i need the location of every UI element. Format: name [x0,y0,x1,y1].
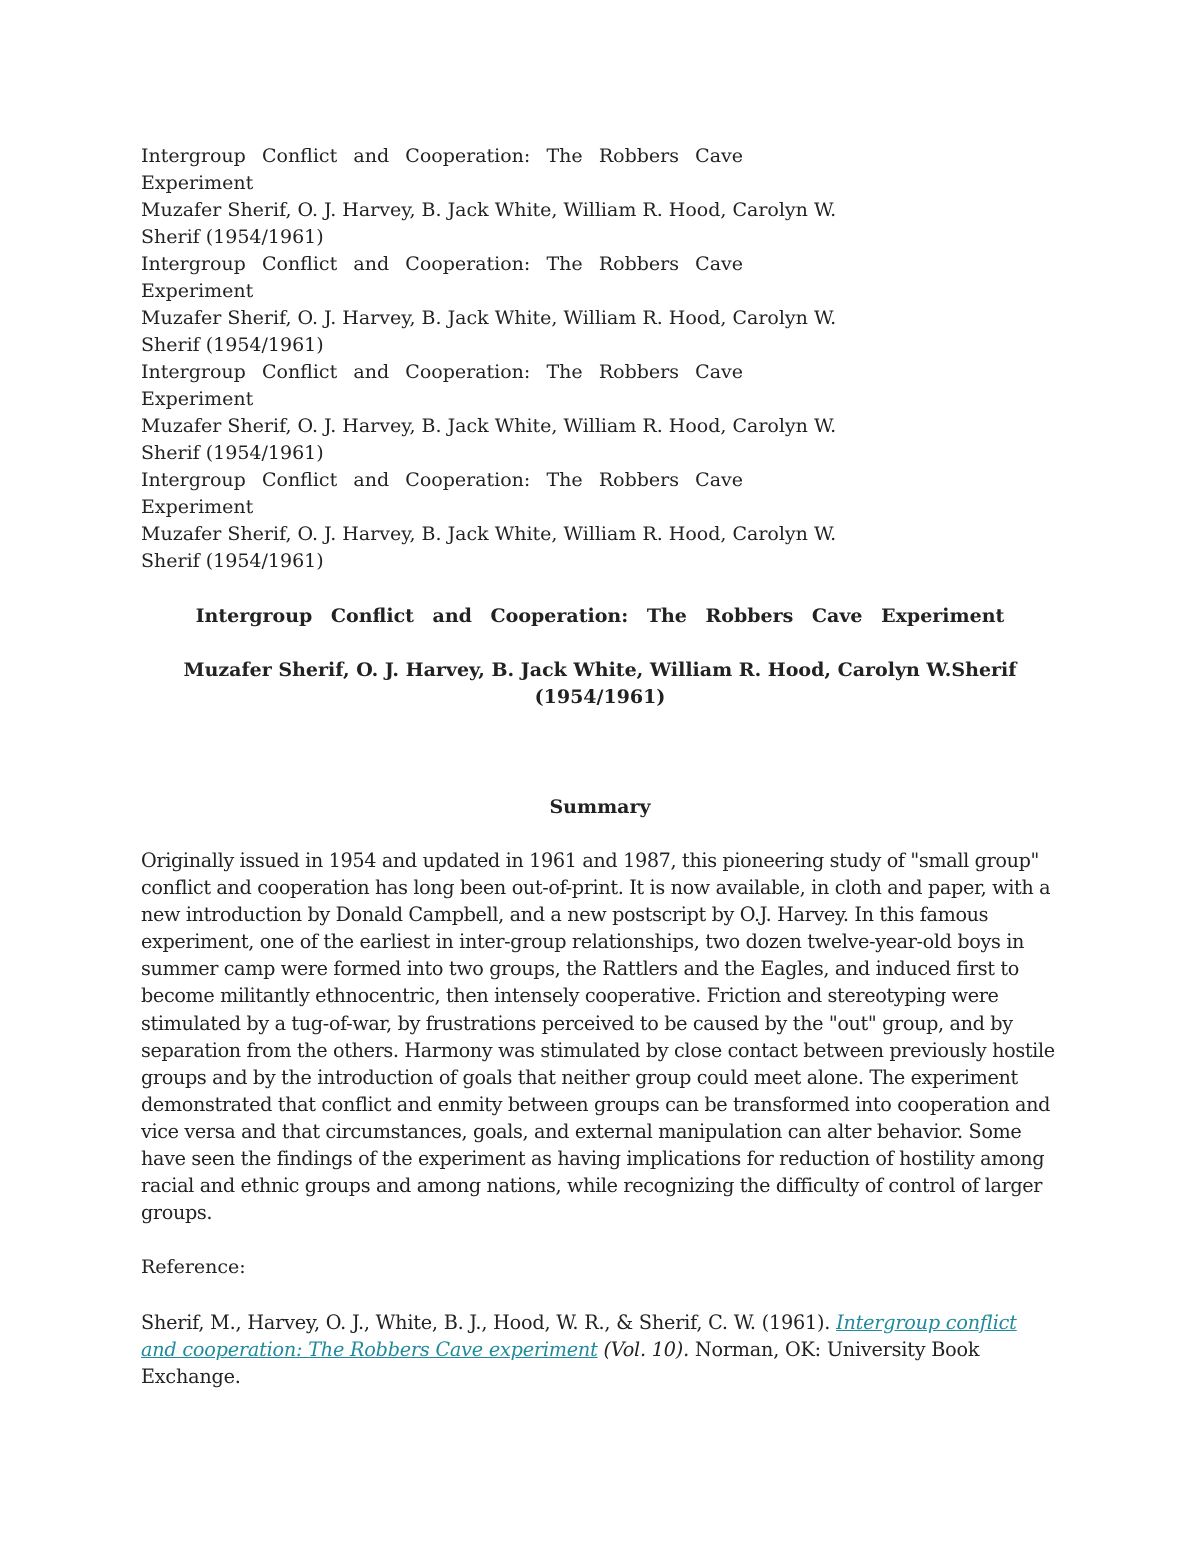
header-title-word: Robbers [598,145,679,167]
document-authors [141,657,1059,711]
header-title-word: and [353,361,390,383]
repeated-header-block [141,143,861,575]
header-title-word: Conflict [261,145,338,167]
header-authors-line: Muzafer Sherif, O. J. Harvey, B. Jack White, William R. Hood, Carolyn W. [141,523,837,545]
header-title-word: Cave [695,469,743,491]
header-authors-line: Muzafer Sherif, O. J. Harvey, B. Jack White, William R. Hood, Carolyn W. [141,307,837,329]
header-title-word: Cooperation: [405,469,531,491]
header-title-word: Intergroup [141,145,246,167]
header-authors-year: Sherif (1954/1961) [141,442,324,464]
header-title-word: Cave [695,361,743,383]
header-title-word: Robbers [598,469,679,491]
authors-names: Muzafer Sherif, O. J. Harvey, B. Jack White, William R. Hood, Carolyn W.Sherif [183,659,1017,681]
header-title-word: and [353,469,390,491]
header-title-tail: Experiment [141,388,254,410]
header-title-tail: Experiment [141,496,254,518]
header-title-line [141,467,743,494]
reference-label: Reference: [141,1256,246,1278]
header-title-word: Cave [695,253,743,275]
reference-authors: Sherif, M., Harvey, O. J., White, B. J., Hood, W. R., & Sherif, C. W. (1961). [141,1311,837,1334]
header-title-word: Intergroup [141,361,246,383]
summary-heading: Summary [549,796,651,818]
header-title-word: Cave [695,145,743,167]
reference-title-link[interactable]: Intergroup conflict and cooperation: The Robbers Cave experiment [141,1311,1017,1362]
reference-publisher: Norman, OK: University Book Exchange. [141,1338,980,1389]
header-title-word: and [353,253,390,275]
header-title-line [141,359,743,386]
header-authors-year: Sherif (1954/1961) [141,226,324,248]
header-title-tail: Experiment [141,172,254,194]
header-title-line [141,143,743,170]
header-authors-year: Sherif (1954/1961) [141,334,324,356]
header-title-word: The [546,253,583,275]
document-title: Intergroup Conflict and Cooperation: The Robbers Cave Experiment [195,605,1005,627]
header-title-word: Robbers [598,253,679,275]
reference-volume: (Vol. 10). [597,1338,689,1362]
header-title-word: Cooperation: [405,253,531,275]
summary-paragraph: Originally issued in 1954 and updated in 1961 and 1987, this pioneering study of "small group" conflict and cooperation has long been out-of-print. It is now available, in cloth and paper, with a new introduction by Donald Campbell, and a new postscript by O.J. Harvey. In this famous experiment, one of the earliest in inter-group relationships, two dozen twelve-year-old boys in summer camp were formed into two groups, the Rattlers and the Eagles, and induced first to become militantly ethnocentric, then intensely cooperative. Friction and stereotyping were stimulated by a tug-of-war, by frustrations perceived to be caused by the "out" group, and by separation from the others. Harmony was stimulated by close contact between previously hostile groups and by the introduction of goals that neither group could meet alone. The experiment demonstrated that conflict and enmity between groups can be transformed into cooperation and vice versa and that circumstances, goals, and external manipulation can alter behavior. Some have seen the findings of the experiment as having implications for reduction of hostility among racial and ethnic groups and among nations, while recognizing the difficulty of control of larger groups. [141,849,1055,1225]
header-authors-year: Sherif (1954/1961) [141,550,324,572]
header-title-word: Robbers [598,361,679,383]
header-title-word: The [546,469,583,491]
header-title-word: Intergroup [141,253,246,275]
header-title-word: Conflict [261,361,338,383]
reference-citation [141,1309,1056,1390]
authors-years: (1954/1961) [534,686,666,708]
header-title-word: The [546,361,583,383]
header-title-line [141,251,743,278]
header-title-word: Intergroup [141,469,246,491]
header-title-word: Cooperation: [405,145,531,167]
header-authors-line: Muzafer Sherif, O. J. Harvey, B. Jack White, William R. Hood, Carolyn W. [141,199,837,221]
header-authors-line: Muzafer Sherif, O. J. Harvey, B. Jack White, William R. Hood, Carolyn W. [141,415,837,437]
header-title-word: The [546,145,583,167]
header-title-tail: Experiment [141,280,254,302]
header-title-word: Conflict [261,253,338,275]
header-title-word: and [353,145,390,167]
header-title-word: Cooperation: [405,361,531,383]
header-title-word: Conflict [261,469,338,491]
